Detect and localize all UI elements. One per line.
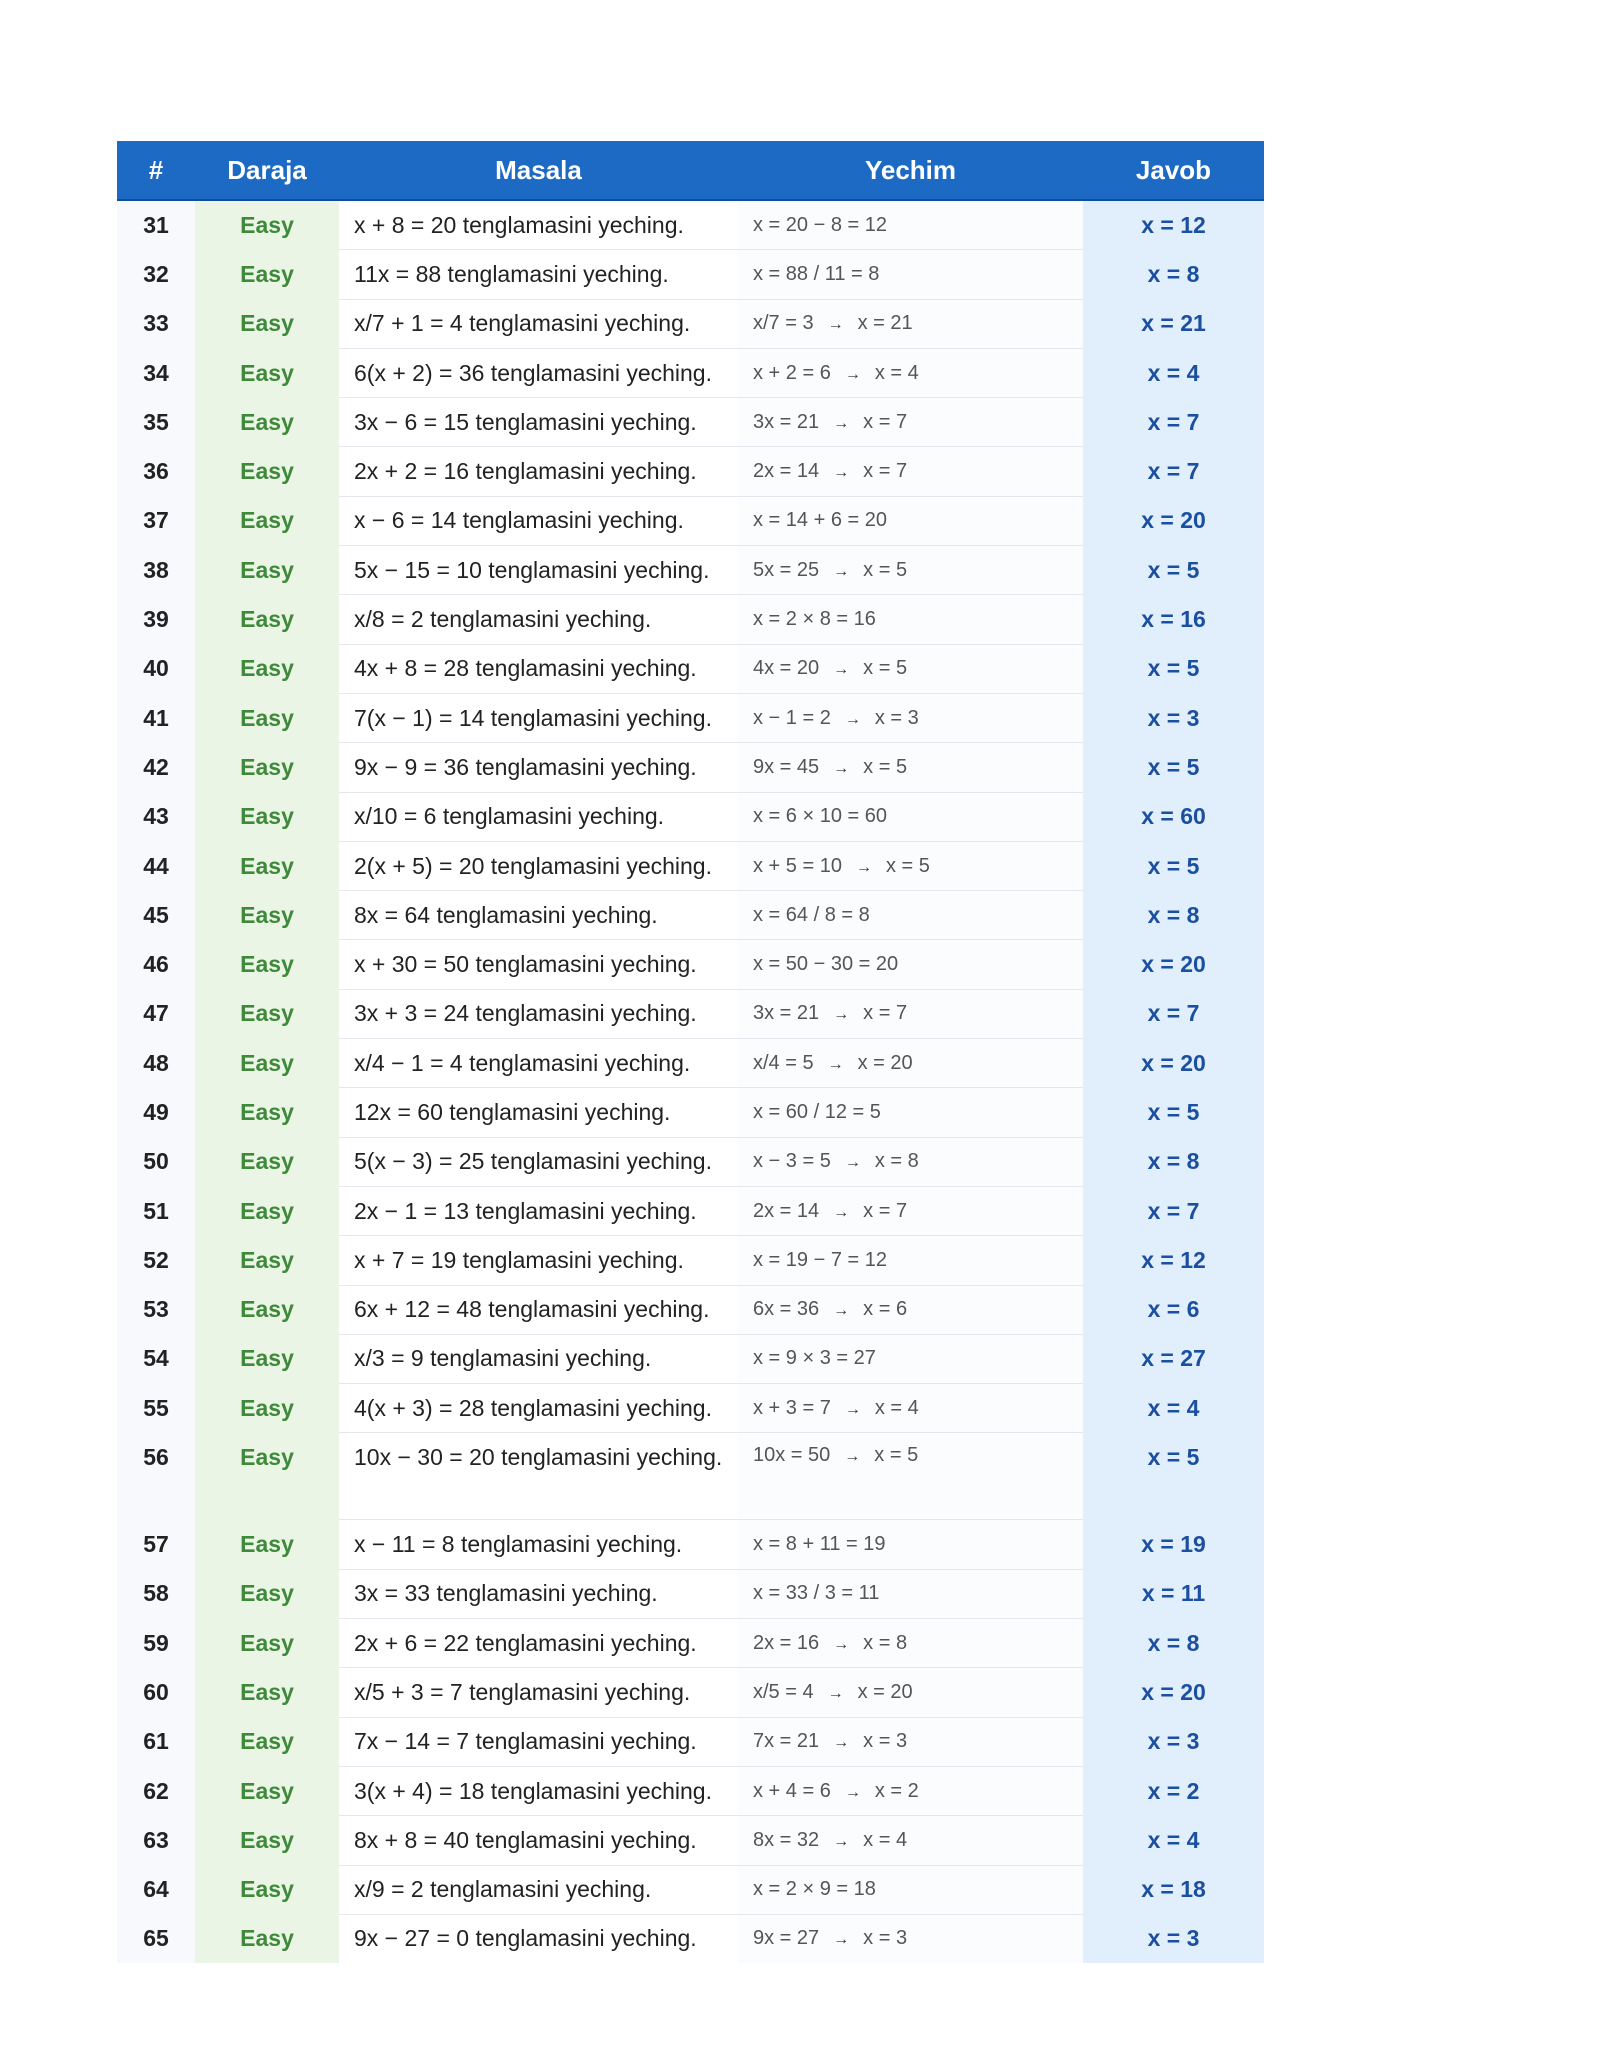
row-number: 60 [117,1668,195,1717]
row-task: 7x − 14 = 7 tenglamasini yeching. [339,1717,738,1766]
row-number: 41 [117,693,195,742]
row-task: 5x − 15 = 10 tenglamasini yeching. [339,546,738,595]
row-level: Easy [195,1766,339,1815]
solution-step-1: 4x = 20 [753,657,820,680]
solution-step-2: x = 6 [863,1298,908,1321]
row-answer: x = 5 [1083,644,1264,693]
row-task: 12x = 60 tenglamasini yeching. [339,1088,738,1137]
row-task: x/5 + 3 = 7 tenglamasini yeching. [339,1668,738,1717]
row-number: 59 [117,1619,195,1668]
row-solution [738,1619,1083,1668]
row-answer: x = 20 [1083,1668,1264,1717]
row-answer: x = 6 [1083,1285,1264,1334]
solution-step-1: x = 64 / 8 = 8 [753,903,870,926]
row-answer: x = 18 [1083,1865,1264,1914]
table-row [117,1186,1264,1235]
equations-table [117,141,1264,1963]
table-row [117,1717,1264,1766]
row-number: 55 [117,1384,195,1433]
solution-step-2: x = 7 [863,410,908,433]
arrow-right-icon: → [844,365,861,383]
solution-step-1: x = 14 + 6 = 20 [753,509,887,532]
row-answer: x = 60 [1083,792,1264,841]
row-task: 8x + 8 = 40 tenglamasini yeching. [339,1816,738,1865]
row-level: Easy [195,1285,339,1334]
solution-step-1: 10x = 50 [753,1444,831,1467]
row-level: Easy [195,1137,339,1186]
table-row [117,743,1264,792]
row-level: Easy [195,644,339,693]
arrow-right-icon: → [827,316,844,334]
row-number: 62 [117,1766,195,1815]
row-task: 3x = 33 tenglamasini yeching. [339,1569,738,1618]
arrow-right-icon: → [844,1154,861,1172]
row-level: Easy [195,841,339,890]
solution-step-1: x = 6 × 10 = 60 [753,805,887,828]
row-number: 38 [117,546,195,595]
row-level: Easy [195,348,339,397]
solution-step-1: x = 2 × 9 = 18 [753,1878,876,1901]
row-number: 35 [117,398,195,447]
row-number: 51 [117,1186,195,1235]
arrow-right-icon: → [827,1684,844,1702]
solution-step-1: 9x = 27 [753,1927,820,1950]
table-row [117,1137,1264,1186]
row-solution [738,841,1083,890]
row-answer: x = 8 [1083,891,1264,940]
solution-step-1: x = 19 − 7 = 12 [753,1248,887,1271]
arrow-right-icon: → [833,1302,850,1320]
row-level: Easy [195,940,339,989]
row-task: x + 30 = 50 tenglamasini yeching. [339,940,738,989]
row-task: 4(x + 3) = 28 tenglamasini yeching. [339,1384,738,1433]
solution-step-2: x = 21 [857,312,913,335]
solution-step-1: x − 1 = 2 [753,706,831,729]
solution-step-1: 2x = 16 [753,1631,820,1654]
solution-step-1: 3x = 21 [753,1002,820,1025]
table-row [117,1619,1264,1668]
row-number: 48 [117,1039,195,1088]
arrow-right-icon: → [833,661,850,679]
row-level: Easy [195,693,339,742]
row-level: Easy [195,1334,339,1383]
table-row [117,1865,1264,1914]
row-task: 2x + 2 = 16 tenglamasini yeching. [339,447,738,496]
row-solution [738,398,1083,447]
table-row [117,792,1264,841]
solution-step-1: x − 3 = 5 [753,1150,831,1173]
row-task: 2x + 6 = 22 tenglamasini yeching. [339,1619,738,1668]
header-task: Masala [339,141,738,200]
row-answer: x = 5 [1083,841,1264,890]
row-task: x/8 = 2 tenglamasini yeching. [339,595,738,644]
solution-step-2: x = 4 [863,1828,908,1851]
table-body [117,200,1264,1963]
row-solution [738,940,1083,989]
row-task: x/10 = 6 tenglamasini yeching. [339,792,738,841]
row-level: Easy [195,1039,339,1088]
row-solution [738,1088,1083,1137]
row-task: 3x − 6 = 15 tenglamasini yeching. [339,398,738,447]
row-task: 9x − 27 = 0 tenglamasini yeching. [339,1914,738,1963]
arrow-right-icon: → [844,1448,861,1466]
table-row [117,940,1264,989]
solution-step-2: x = 4 [874,361,919,384]
row-solution [738,348,1083,397]
table-row [117,841,1264,890]
solution-step-2: x = 5 [863,657,908,680]
row-solution [738,546,1083,595]
row-task: 4x + 8 = 28 tenglamasini yeching. [339,644,738,693]
row-answer: x = 7 [1083,398,1264,447]
table-row [117,595,1264,644]
row-number: 61 [117,1717,195,1766]
row-number: 50 [117,1137,195,1186]
row-level: Easy [195,1619,339,1668]
row-task: 5(x − 3) = 25 tenglamasini yeching. [339,1137,738,1186]
arrow-right-icon: → [833,1203,850,1221]
row-solution [738,1285,1083,1334]
row-number: 43 [117,792,195,841]
table-row [117,200,1264,250]
arrow-right-icon: → [833,562,850,580]
row-number: 52 [117,1236,195,1285]
row-answer: x = 5 [1083,1088,1264,1137]
row-number: 33 [117,299,195,348]
row-answer: x = 4 [1083,1384,1264,1433]
table-row [117,1088,1264,1137]
row-solution [738,1717,1083,1766]
row-solution [738,1039,1083,1088]
table-row [117,644,1264,693]
row-level: Easy [195,496,339,545]
row-task: 6x + 12 = 48 tenglamasini yeching. [339,1285,738,1334]
row-number: 54 [117,1334,195,1383]
row-answer: x = 12 [1083,1236,1264,1285]
solution-step-1: x + 3 = 7 [753,1396,831,1419]
row-answer: x = 8 [1083,1619,1264,1668]
row-answer: x = 8 [1083,250,1264,299]
solution-step-1: 7x = 21 [753,1730,820,1753]
row-level: Easy [195,1433,339,1520]
row-level: Easy [195,1384,339,1433]
row-solution [738,1520,1083,1569]
solution-step-1: 2x = 14 [753,1199,820,1222]
row-solution [738,1137,1083,1186]
row-solution [738,693,1083,742]
solution-step-2: x = 8 [874,1150,919,1173]
row-task: 3(x + 4) = 18 tenglamasini yeching. [339,1766,738,1815]
row-solution [738,1334,1083,1383]
row-number: 45 [117,891,195,940]
row-level: Easy [195,989,339,1038]
solution-step-1: x = 33 / 3 = 11 [753,1582,880,1605]
row-number: 31 [117,200,195,250]
table-row [117,447,1264,496]
row-level: Easy [195,1865,339,1914]
row-number: 46 [117,940,195,989]
row-number: 63 [117,1816,195,1865]
row-task: 8x = 64 tenglamasini yeching. [339,891,738,940]
row-level: Easy [195,1816,339,1865]
row-solution [738,1668,1083,1717]
solution-step-1: 9x = 45 [753,755,820,778]
row-answer: x = 7 [1083,447,1264,496]
row-answer: x = 5 [1083,1433,1264,1520]
row-solution [738,891,1083,940]
row-answer: x = 3 [1083,1717,1264,1766]
row-number: 34 [117,348,195,397]
table-row [117,693,1264,742]
row-solution [738,1236,1083,1285]
row-number: 32 [117,250,195,299]
solution-step-2: x = 7 [863,1199,908,1222]
solution-step-2: x = 3 [863,1927,908,1950]
table-row [117,1433,1264,1520]
row-answer: x = 8 [1083,1137,1264,1186]
row-level: Easy [195,595,339,644]
row-number: 65 [117,1914,195,1963]
arrow-right-icon: → [833,1635,850,1653]
arrow-right-icon: → [844,710,861,728]
solution-step-1: x = 8 + 11 = 19 [753,1533,886,1556]
arrow-right-icon: → [844,1400,861,1418]
solution-step-1: 2x = 14 [753,460,820,483]
solution-step-2: x = 7 [863,1002,908,1025]
solution-step-1: x/4 = 5 [753,1051,814,1074]
row-level: Easy [195,891,339,940]
table-row [117,348,1264,397]
row-answer: x = 2 [1083,1766,1264,1815]
row-solution [738,595,1083,644]
table-row [117,1520,1264,1569]
row-answer: x = 20 [1083,940,1264,989]
row-answer: x = 7 [1083,1186,1264,1235]
row-level: Easy [195,1717,339,1766]
solution-step-2: x = 20 [857,1680,913,1703]
solution-step-1: x + 2 = 6 [753,361,831,384]
row-task: x + 7 = 19 tenglamasini yeching. [339,1236,738,1285]
table-row [117,1914,1264,1963]
row-task: x − 11 = 8 tenglamasini yeching. [339,1520,738,1569]
table-row [117,496,1264,545]
solution-step-1: 6x = 36 [753,1298,820,1321]
solution-step-1: x = 60 / 12 = 5 [753,1100,881,1123]
arrow-right-icon: → [833,1832,850,1850]
table-row [117,1334,1264,1383]
arrow-right-icon: → [833,414,850,432]
solution-step-2: x = 5 [863,755,908,778]
row-task: x + 8 = 20 tenglamasini yeching. [339,200,738,250]
solution-step-1: x/5 = 4 [753,1680,814,1703]
row-number: 57 [117,1520,195,1569]
arrow-right-icon: → [833,1931,850,1949]
row-task: 7(x − 1) = 14 tenglamasini yeching. [339,693,738,742]
row-answer: x = 12 [1083,200,1264,250]
row-task: 10x − 30 = 20 tenglamasini yeching. [339,1433,738,1520]
solution-step-2: x = 2 [874,1779,919,1802]
row-answer: x = 5 [1083,743,1264,792]
table-row [117,1384,1264,1433]
row-solution [738,1186,1083,1235]
row-number: 42 [117,743,195,792]
arrow-right-icon: → [827,1055,844,1073]
row-task: 6(x + 2) = 36 tenglamasini yeching. [339,348,738,397]
row-level: Easy [195,299,339,348]
row-number: 44 [117,841,195,890]
header-number: # [117,141,195,200]
row-number: 53 [117,1285,195,1334]
row-solution [738,1433,1083,1520]
solution-step-1: x = 2 × 8 = 16 [753,608,876,631]
solution-step-1: x + 4 = 6 [753,1779,831,1802]
row-task: x − 6 = 14 tenglamasini yeching. [339,496,738,545]
row-task: 2x − 1 = 13 tenglamasini yeching. [339,1186,738,1235]
row-answer: x = 27 [1083,1334,1264,1383]
solution-step-2: x = 5 [885,854,930,877]
row-answer: x = 5 [1083,546,1264,595]
row-number: 40 [117,644,195,693]
solution-step-2: x = 5 [863,558,908,581]
solution-step-1: x + 5 = 10 [753,854,842,877]
solution-step-1: x = 88 / 11 = 8 [753,262,880,285]
solution-step-1: 3x = 21 [753,410,820,433]
header-level: Daraja [195,141,339,200]
table-row [117,1766,1264,1815]
row-level: Easy [195,200,339,250]
arrow-right-icon: → [844,1783,861,1801]
row-number: 37 [117,496,195,545]
row-solution [738,496,1083,545]
row-number: 39 [117,595,195,644]
row-level: Easy [195,546,339,595]
solution-step-2: x = 3 [874,706,919,729]
row-number: 47 [117,989,195,1038]
row-task: x/7 + 1 = 4 tenglamasini yeching. [339,299,738,348]
row-level: Easy [195,792,339,841]
row-level: Easy [195,743,339,792]
row-level: Easy [195,250,339,299]
solution-step-2: x = 4 [874,1396,919,1419]
row-solution [738,299,1083,348]
row-answer: x = 19 [1083,1520,1264,1569]
row-answer: x = 3 [1083,1914,1264,1963]
row-task: x/9 = 2 tenglamasini yeching. [339,1865,738,1914]
row-level: Easy [195,398,339,447]
row-solution [738,447,1083,496]
arrow-right-icon: → [833,759,850,777]
row-solution [738,200,1083,250]
row-level: Easy [195,1569,339,1618]
header-answer: Javob [1083,141,1264,200]
row-task: x/4 − 1 = 4 tenglamasini yeching. [339,1039,738,1088]
row-solution [738,1816,1083,1865]
row-answer: x = 4 [1083,348,1264,397]
row-solution [738,792,1083,841]
row-number: 56 [117,1433,195,1520]
row-answer: x = 20 [1083,496,1264,545]
solution-step-2: x = 7 [863,460,908,483]
table-row [117,546,1264,595]
solution-step-1: x = 50 − 30 = 20 [753,953,899,976]
header-solution: Yechim [738,141,1083,200]
row-solution [738,1569,1083,1618]
solution-step-1: x = 20 − 8 = 12 [753,213,887,236]
table-row [117,299,1264,348]
row-answer: x = 21 [1083,299,1264,348]
arrow-right-icon: → [855,858,872,876]
table-header [117,141,1264,200]
row-level: Easy [195,1186,339,1235]
row-number: 64 [117,1865,195,1914]
row-solution [738,1865,1083,1914]
table-row [117,989,1264,1038]
row-level: Easy [195,1668,339,1717]
table-row [117,1039,1264,1088]
row-solution [738,1384,1083,1433]
table-row [117,1668,1264,1717]
row-level: Easy [195,1914,339,1963]
row-answer: x = 4 [1083,1816,1264,1865]
row-solution [738,644,1083,693]
row-number: 49 [117,1088,195,1137]
solution-step-2: x = 5 [874,1444,919,1467]
row-task: 3x + 3 = 24 tenglamasini yeching. [339,989,738,1038]
row-level: Easy [195,447,339,496]
row-level: Easy [195,1520,339,1569]
solution-step-1: 8x = 32 [753,1828,820,1851]
row-answer: x = 3 [1083,693,1264,742]
row-number: 36 [117,447,195,496]
row-solution [738,250,1083,299]
table-row [117,891,1264,940]
arrow-right-icon: → [833,1734,850,1752]
table-row [117,1816,1264,1865]
solution-step-2: x = 8 [863,1631,908,1654]
solution-step-2: x = 20 [857,1051,913,1074]
row-solution [738,1914,1083,1963]
row-solution [738,743,1083,792]
row-task: 11x = 88 tenglamasini yeching. [339,250,738,299]
row-answer: x = 20 [1083,1039,1264,1088]
solution-step-1: x/7 = 3 [753,312,814,335]
row-task: x/3 = 9 tenglamasini yeching. [339,1334,738,1383]
row-number: 58 [117,1569,195,1618]
row-solution [738,1766,1083,1815]
table-row [117,1236,1264,1285]
row-level: Easy [195,1088,339,1137]
row-answer: x = 16 [1083,595,1264,644]
row-task: 9x − 9 = 36 tenglamasini yeching. [339,743,738,792]
row-task: 2(x + 5) = 20 tenglamasini yeching. [339,841,738,890]
table-row [117,250,1264,299]
solution-step-1: 5x = 25 [753,558,820,581]
table-row [117,1285,1264,1334]
arrow-right-icon: → [833,1006,850,1024]
table-row [117,398,1264,447]
arrow-right-icon: → [833,464,850,482]
row-solution [738,989,1083,1038]
row-level: Easy [195,1236,339,1285]
header-row [117,141,1264,200]
row-answer: x = 11 [1083,1569,1264,1618]
solution-step-1: x = 9 × 3 = 27 [753,1347,876,1370]
solution-step-2: x = 3 [863,1730,908,1753]
table-row [117,1569,1264,1618]
row-answer: x = 7 [1083,989,1264,1038]
